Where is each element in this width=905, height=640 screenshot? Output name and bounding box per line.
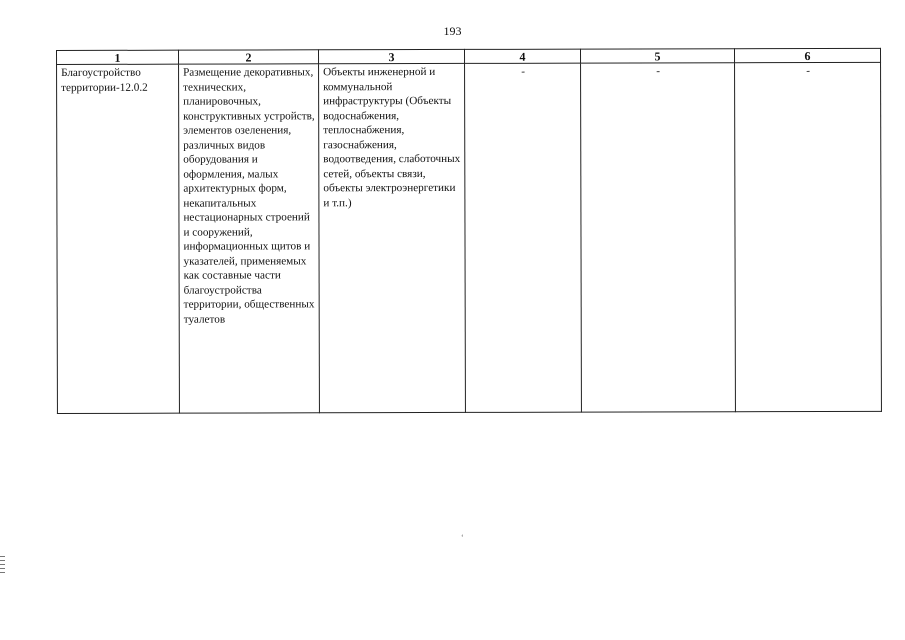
stray-scan-mark: ‘ (461, 533, 464, 542)
cell-col6-dash: - (735, 62, 882, 411)
column-header-3: 3 (319, 49, 465, 63)
edge-mark-line (0, 564, 5, 565)
cell-land-use-type: Благоустройство территории-12.0.2 (57, 64, 180, 413)
edge-mark-line (0, 568, 5, 569)
cell-infrastructure-objects: Объекты инженерной и коммунальной инфраструктуры (Объекты водоснабжения, теплоснабжения, газоснабжения, водоотведения, слаботочных сетей, объекты связи, объекты электроэнергетики и т.п.) (319, 63, 466, 412)
cell-col5-dash: - (581, 63, 736, 412)
edge-mark-line (0, 572, 5, 573)
land-use-table (56, 48, 882, 414)
column-header-6: 6 (734, 48, 880, 62)
column-header-2: 2 (179, 50, 319, 64)
scan-edge-marks (0, 556, 5, 576)
edge-mark-line (0, 560, 5, 561)
page-number: 193 (443, 24, 462, 38)
column-header-1: 1 (57, 50, 179, 64)
column-header-5: 5 (580, 49, 734, 63)
cell-permitted-use-description: Размещение декоративных, технических, планировочных, конструктивных устройств, элементов озеленения, различных видов оборудования и оформления, малых архитектурных форм, некапитальных нестационарных строений и сооружений, информационных щитов и указателей, применяемых как составные части благоустройства территории, общественных туалетов (179, 64, 320, 413)
cell-col4-dash: - (465, 63, 582, 412)
table-row (57, 62, 882, 413)
edge-mark-line (0, 556, 5, 557)
column-header-4: 4 (464, 49, 580, 63)
